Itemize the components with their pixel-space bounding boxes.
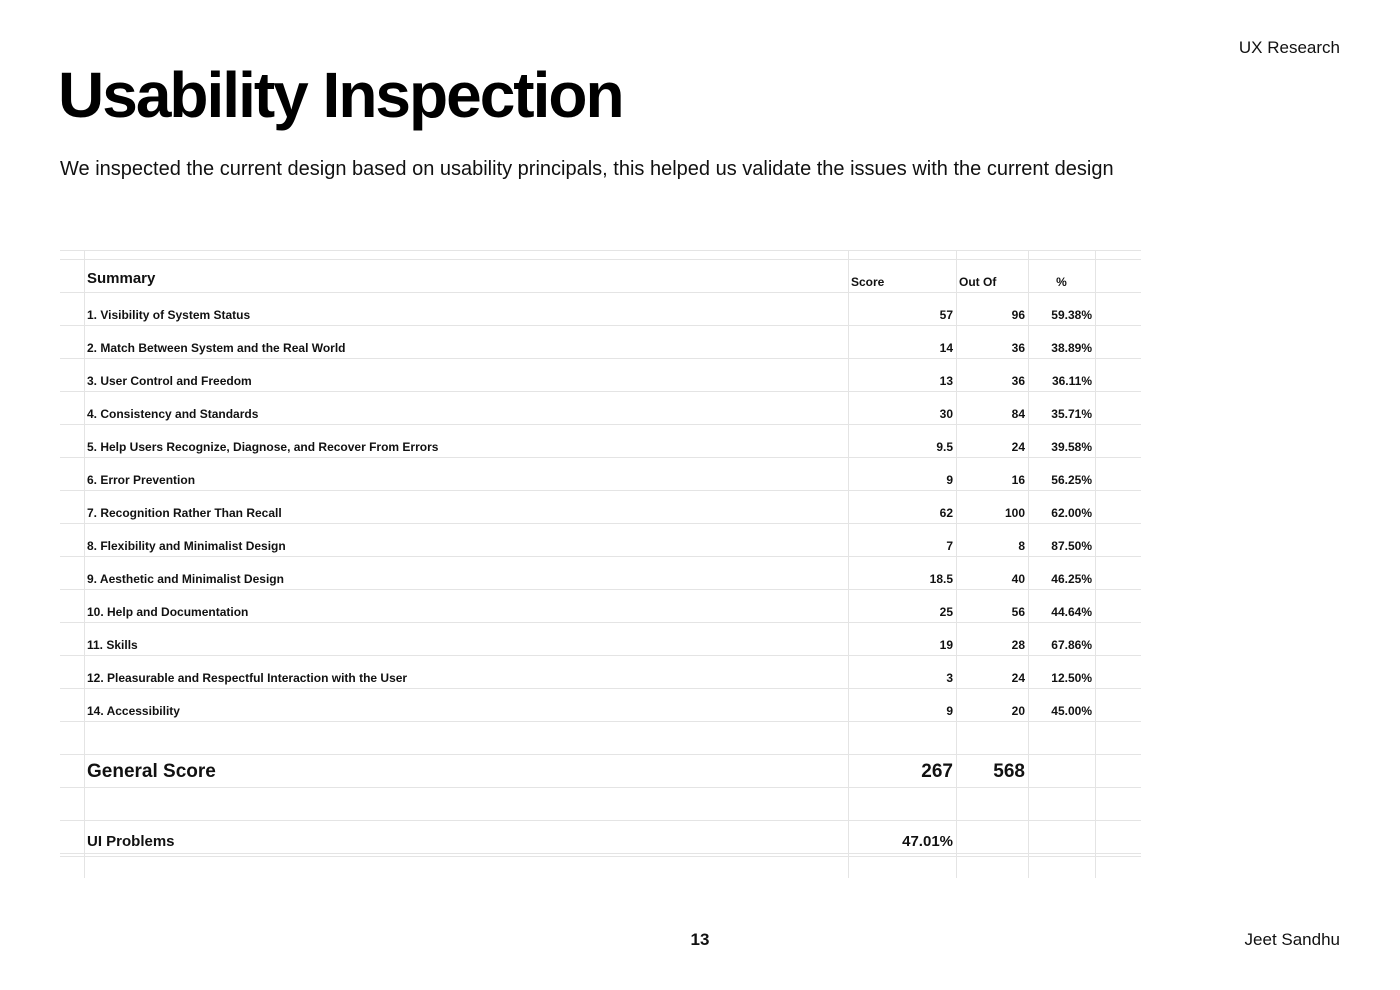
score-cell: 9.5: [936, 440, 953, 454]
heuristic-label: 3. User Control and Freedom: [87, 374, 252, 388]
score-cell: 3: [946, 671, 953, 685]
percent-cell: 39.58%: [1051, 440, 1092, 454]
score-cell: 18.5: [929, 572, 953, 586]
out-of-cell: 20: [1011, 704, 1025, 718]
summary-label: Summary: [87, 270, 156, 287]
page-subtitle: We inspected the current design based on usability principals, this helped us validate the issues with the current design: [60, 158, 1114, 180]
table-row: [60, 325, 1141, 358]
out-of-cell: 96: [1011, 308, 1025, 322]
heuristic-label: 2. Match Between System and the Real World: [87, 341, 346, 355]
heuristic-label: 11. Skills: [87, 638, 138, 652]
out-of-cell: 100: [1004, 506, 1025, 520]
heuristic-label: 4. Consistency and Standards: [87, 407, 259, 421]
page-title: Usability Inspection: [58, 59, 623, 131]
empty-row: [60, 721, 1141, 754]
heuristic-label: 12. Pleasurable and Respectful Interaction with the User: [87, 671, 408, 685]
table-row: [60, 391, 1141, 424]
score-spreadsheet: [60, 250, 1141, 878]
out-of-cell: 16: [1011, 473, 1025, 487]
percent-column-header: %: [1056, 275, 1067, 289]
score-cell: 9: [946, 704, 953, 718]
percent-cell: 56.25%: [1051, 473, 1092, 487]
score-cell: 9: [946, 473, 953, 487]
table-row: [60, 655, 1141, 688]
ui-problems-value: 47.01%: [902, 833, 953, 850]
out-of-cell: 36: [1011, 374, 1025, 388]
percent-cell: 38.89%: [1051, 341, 1092, 355]
heuristic-label: 1. Visibility of System Status: [87, 308, 251, 322]
out-of-cell: 28: [1011, 638, 1025, 652]
author-name: Jeet Sandhu: [1244, 930, 1340, 949]
table-row: [60, 424, 1141, 457]
score-cell: 7: [946, 539, 953, 553]
out-of-column-header: Out Of: [959, 275, 997, 289]
table-row: [60, 622, 1141, 655]
general-score-value: 267: [921, 761, 953, 782]
percent-cell: 44.64%: [1051, 605, 1092, 619]
heuristic-label: 7. Recognition Rather Than Recall: [87, 506, 282, 520]
table-row: [60, 523, 1141, 556]
heuristic-label: 9. Aesthetic and Minimalist Design: [87, 572, 284, 586]
percent-cell: 59.38%: [1051, 308, 1092, 322]
score-cell: 13: [939, 374, 953, 388]
out-of-cell: 40: [1011, 572, 1025, 586]
score-cell: 25: [939, 605, 953, 619]
heuristic-label: 14. Accessibility: [87, 704, 180, 718]
out-of-cell: 36: [1011, 341, 1025, 355]
general-score-label: General Score: [87, 761, 216, 782]
score-cell: 14: [939, 341, 953, 355]
out-of-cell: 56: [1011, 605, 1025, 619]
score-cell: 57: [939, 308, 953, 322]
general-out-of-value: 568: [993, 761, 1025, 782]
heuristic-label: 5. Help Users Recognize, Diagnose, and Recover From Errors: [87, 440, 439, 454]
empty-row: [60, 787, 1141, 820]
table-header-row: [60, 259, 1141, 292]
heuristic-label: 8. Flexibility and Minimalist Design: [87, 539, 286, 553]
percent-cell: 45.00%: [1051, 704, 1092, 718]
percent-cell: 67.86%: [1051, 638, 1092, 652]
section-label: UX Research: [1238, 38, 1340, 57]
out-of-cell: 8: [1018, 539, 1025, 553]
table-row: [60, 589, 1141, 622]
out-of-cell: 84: [1011, 407, 1025, 421]
percent-cell: 87.50%: [1051, 539, 1092, 553]
table-row: [60, 490, 1141, 523]
score-cell: 62: [939, 506, 953, 520]
score-table: [60, 259, 1141, 853]
percent-cell: 35.71%: [1051, 407, 1092, 421]
table-row: [60, 358, 1141, 391]
score-column-header: Score: [851, 275, 885, 289]
heuristic-label: 6. Error Prevention: [87, 473, 196, 487]
out-of-cell: 24: [1011, 671, 1025, 685]
percent-cell: 36.11%: [1051, 374, 1092, 388]
ui-problems-label: UI Problems: [87, 833, 175, 850]
percent-cell: 46.25%: [1051, 572, 1092, 586]
heuristic-label: 10. Help and Documentation: [87, 605, 249, 619]
score-cell: 19: [939, 638, 953, 652]
page-number: 13: [690, 930, 710, 949]
table-row: [60, 556, 1141, 589]
percent-cell: 62.00%: [1051, 506, 1092, 520]
ui-problems-row: [60, 820, 1141, 853]
table-row: [60, 292, 1141, 325]
out-of-cell: 24: [1011, 440, 1025, 454]
score-cell: 30: [939, 407, 953, 421]
table-row: [60, 688, 1141, 721]
general-score-row: [60, 754, 1141, 787]
table-row: [60, 457, 1141, 490]
percent-cell: 12.50%: [1051, 671, 1092, 685]
